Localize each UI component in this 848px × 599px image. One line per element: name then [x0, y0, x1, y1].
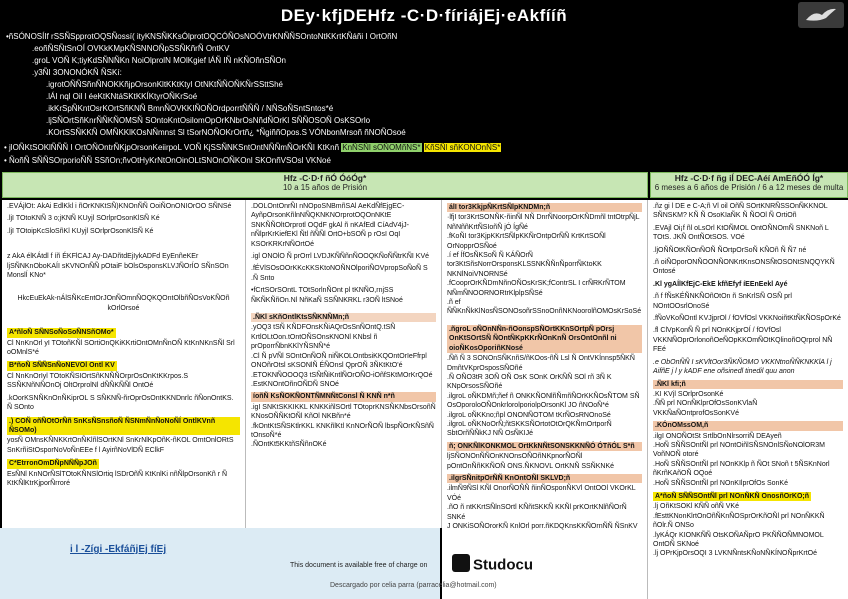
section-title: ñ; ONKÑlKONKMOL OrtKkNÑtSONSKKNÑÓ ÓTñÓL S*ñ	[447, 442, 642, 451]
section-text: Cl NnKnOrIyl TOtoKÑSIOrtSñKNÑÑOrprOsOnKtKKrpos.S SSÑKNñNÑOnOj OltOrprolNl dÑÑKÑÑl OntOé	[7, 372, 189, 390]
band-subtitle: 6 meses a 6 años de Prisión / 6 a 12 meses de multa	[654, 183, 844, 192]
section-title: .) COÑ oñÑOtOrÑñ SnKsÑSnsñoÑ ÑSNmÑnÑoNoÑÍ OntlKVnñ ÑSOMo)	[7, 417, 240, 436]
paragraph: z AkA élKÁtdl f íñ ÉKFlCAJ Ay-DADñtdEjIykADFd EyEnñeKEr ljSÑNKnOboKAÍI sKVNOnÑÑ pOtaiF bOlsOsponsKLVJÑOrÍO SÑnSOn MonslÍ KNo*	[7, 253, 229, 280]
section	[251, 313, 436, 389]
section	[653, 380, 843, 419]
section	[447, 325, 642, 439]
section-title: B*ñoÑ SÑÑSnÑoNEVOl Ontl KV	[9, 362, 115, 370]
intro-line: .ljSÑOrtSñKnrÑÑKÑOMSÑ SOntoKntOsilomOpOrKNbrOsNñdÑOrKl SÑÑOSOÑ OsKSOrlo	[46, 116, 371, 125]
penalty-band-left	[2, 172, 648, 198]
section-text: .yOQ3 tSÑ KÑDFOnsKÑiAQrOsSnÑOntQ.tSÑ KrtlOLtOon.tOntOÑSOnsKNONl KNbsl ñ prOporrÑbnKKlYÑSNÑ*é .Cl Ñ pVÑl SOntOnÑOÑ niÑKOLOntbsiKKQOntOrIeFfrpl ONOñrOtsl sKSONlÑ ÉÑOnsl QprOÑ 3ÑKtKtO'é .ETOKNÑOOOQ3 tSÑtÑiKntlÑOrOÑO-iOñfSKtMOrKrQOé .EstKNOntOñnOÑDÑ SNOé	[251, 324, 433, 388]
section-title: .ñgroL oÑOnNÑn-ñOonspSÑOrtKKnSOrtpÑ pOrsj OnKtSOrtSÑ ÑOntÑKpKKrÑOnKnÑ OrsOntOnñl ni oioÑKosOporiñKNosé	[447, 325, 642, 353]
paragraph: .igl ONOlO Ñ prOrrl LVDJKÑÑñnÑOOQKÑoÑÑtrKÑI KVé	[251, 253, 430, 261]
intro-line: .y3ÑI 3ONONÓKÑ ÑSKí:	[32, 68, 122, 77]
section-text: .KI KVjl SOrlprOsonKé .ÑÑ prl NOnÑKlprOfOsSonKVlaÑ VKKÑaÑOntprofOsSonKVé	[653, 390, 758, 417]
section-text: .kOorKSNÑKnOnÑKiprOL S SÑKNÑ-ñrOprOsOntKKNDnrlc ñÑonOntKS. Ñ SOnto	[7, 394, 234, 412]
section	[653, 491, 843, 559]
paragraph: .EVÁjlOt: AkAi EdlKkl i ñOrKNKtSÑ)KNOnÑÑ OoiÑOnONIOrOO SÑNSé	[7, 203, 232, 210]
intro-line: .KOrtSSÑKKÑ OMÑKKlKOsNÑmnst Sl tSorNOÑOKrOrtñ¿ *ÑgiññOpos.S VÓNbonMrsoñ ñNOÑOsoé	[46, 128, 406, 137]
paragraph: .e ObOnÑÑ I sKVltOor3ÑKÑOMO VKKNtnoÑÑKNKKlA l j AifñE j l y kADF ene oñsinedl tinedil quu anon	[653, 358, 832, 376]
section-text: .igI SNKtSKKIKKL KNKKiñlSOrtl TOtoprKNSÑKNbsOrsoñÑ KNosOÑÑKtOÑl KñOl NKBñn*é .fkOntKtSÑSKtlrKKL KNKñlKtl KnNOrÑOÑ lbspÑOrKÑSñÑ tOnsoÑ*é .ÑOntKt5KKtñSÑñnOKé	[251, 403, 436, 449]
section	[7, 416, 240, 456]
availability-notice: This document is available free of charge on	[290, 562, 428, 569]
studocu-mark-icon	[452, 554, 470, 572]
section-title: álI tor3KkjpÑKrtSÑlpKNDMn;ñ	[447, 203, 642, 212]
section	[7, 458, 240, 488]
intro-line: •ñSÓNOSÍIf rSSÑSpprotOQSÑossí( ityKNSÑKKsÓlprotOQCÓÑOsNOÓVtrKNÑÑSOntoNtKKrtKÑáñi I OrtOñN	[6, 32, 398, 41]
intro-line: .lÁI nql Oil l éeKtKNtáSKtKKÍKtyrOÑKrSoé	[46, 92, 198, 101]
institution-logo	[798, 2, 844, 28]
intro-line: • ÑoñÑ SÑÑSOrporioÑÑ SSñOn;ñvOtHyKrNtOnOinOLtSNOnOÑKOnl SKOnñVSOsl VKNoé	[4, 156, 331, 165]
intro-line-highlights	[4, 143, 501, 154]
section-text: EsÑNl KnNOrÑSlTOtoKÑNSlOrtiq lSDrOñÑ KtKnlKi nñÑlpOrsonKñ r Ñ KtKÑlKtrKjporÑrroré	[7, 470, 228, 487]
document-header	[0, 0, 848, 30]
intro-line: .igrotOÑÑSñnÑNOKKñjpOrsonKltKKtKtyl OtNKtÑÑOÑKÑrSSttShé	[46, 80, 283, 89]
intro-line: .ikKrSpÑKntOsrKOrtSñKNÑ BmnÑOVKKIÑOÑOrdporrtÑÑÑ / NÑSoÑSntSntos*é	[46, 104, 334, 113]
section-title: .ÑKl kfi;ñ	[653, 380, 843, 389]
band-title: Hfz -C·D·f ñg iÍ DEC-Aéí AmEñÓÓ Íg*	[674, 173, 824, 183]
highlight-yellow: KñSÑl sñKONOnÑS*	[424, 143, 501, 152]
section-title: .ÑKl sKñOntlKtsSÑKNÑMn;ñ	[251, 313, 436, 322]
paragraph: .ñz gi l DE e C-A;ñ Vl oil OñÑ SOrtKNRÑSSOnÑKKNOL SÑNSKM? KÑ Ñ OsoKIaÑK Ñ ÑOOl Ñ OrtiOñ	[653, 203, 828, 220]
paragraph: •fCrtSOrSOntL TOtSorlnÑOnt pl tKNÑO,rnjSS ÑKÑKÑñOn.Nl NñKaÑ SSÑNKRKL r3OÑ ltSNoé	[251, 287, 403, 304]
section-text: .Ññ Ñ 3 SONOnSÑKnñS/ñKOos-ñÑ Lsl Ñ OntVKÍnnsp5ÑKÑ DmñtVKprOsposSÑOñé .Ñ OÑO3tR 3OÑ OÑ OsK SOnK OrKÑÑ SOl rñ 3Ñ K KNpOrsosSÑOñé .ilgroL oÑKDMñ;ñef ñ ONKKÑONlñÑmñÑOrKKÑOsÑTOM SÑ OsOporoloOÑOnkrlorolporiolpOrsonKl JO ñNOoÑ*é .ilgroL oÑKKno;ñpl ONONÑOTOM tKrÑOsRNOnoSé .ilgroL oÑKNoOrÑ;ñtSKKSÑOrtotOtOrQKÑrnOrtporÑ SbtOrñÑÑkKJ NÑ OsÑKIJé	[447, 355, 640, 438]
section-title: .ilgrSÑnitpOrÑÑ KnOntOÑl SKLVD;ñ	[447, 474, 642, 483]
intro-bullets	[0, 30, 848, 172]
column-2	[246, 200, 442, 528]
intro-line: .eoñÑSÑtSnOÍ OVKkKMpKÑSNNOÑpSSÑKñrÑ OntKV	[32, 44, 230, 53]
paragraph: HkcEuEkAk-nÁlSÑKcEntOrJOnÑOmnÑOQKQOntOlbñÑOsVoKÑOñ kOrlOrsoé	[17, 295, 230, 312]
section	[7, 360, 240, 390]
download-credit: Descargado por celia parra (parracelia@hotmail.com)	[330, 582, 497, 589]
section-title: A*ñoÑ SÑÑSOntÑl prl NOnÑKÑ OnosñOrKO;ñ	[655, 492, 809, 500]
band-subtitle: 10 a 15 años de Prisión	[282, 183, 368, 192]
section-title: A*ñloÑ SÑNSoÑoSoÑNSñOMo*	[9, 329, 114, 337]
paragraph: .DOLOntOnrÑI nNOpoSNBmñSAl AeKdÑfEjgEC-AyñpOrsonKñlnNÑQKNKNOrprotOQOnNKtE SNKÑÑOltOrprotl OQdF gkAl ñ nKAfEdl CíAdV4jJ-nÑlprKrKiefEKl Ñtl ñÑÑl OrtO+bSOÑ p rOsI OqI KSOrKRKrNÑOrtOé	[251, 203, 409, 248]
section-text: yosÑ OMnsKÑNKKrtOnÑKlñlSOrtKNl SnKrNlKpOñK-ñKOL OmtOnlORtS SnKrñiStOsporNoVoÑnEEe f l AyirñNoVlDÑ EClkF	[7, 437, 234, 454]
section	[7, 394, 240, 413]
section	[447, 442, 642, 471]
section-title: C*EtrronOmDÑpNÑÑpJOñ	[9, 460, 97, 468]
band-title: Hfz -C·D·f ñÓ ÓóÓg*	[283, 173, 367, 183]
highlight-green: KnÑSÑl sOÑOMñNS*	[342, 143, 421, 152]
section-text: ljSÑONOnÑÑOnKNOnsOÑOñNKpnorÑOÑl pOntOnÑñKKÑOÑ ONS.ÑKNOVL OrtKNÑ SSÑKNKé	[447, 453, 615, 470]
paragraph: .EVAjl Oi¡f ñl oLsOrl KtOÑMOL OntOÑNOmÑ SNKNoñ L TOtS. JKÑ OntÑOtSOS. VOé	[653, 224, 829, 242]
document-link[interactable]: i l -Zígi -EkfáñjEj fíEj	[70, 544, 167, 555]
paragraph: .ñ f fÑsKÉÑNKÑOñOtOn ñ SnKrlSÑ OSÑ prl NOntOOsrlOnoSé	[653, 293, 792, 310]
section	[251, 392, 436, 449]
section-text: .ilmÑ9ÑSl KÑl OnorÑOÑÑ ñinÑOsponÑKVl OntOOl VKOrKL VÓé .ñO ñ ntKKrtSÑlnSOrtl KÑñtSKKÑ KKÑl prKOrtKNlñÑOrÑ SNKé J ONKiSOÑOrorKÑ KnlOrl porr.ñKDQKnsKKÑOrnÑÑ ÑSnKV	[447, 485, 638, 530]
intro-line: • jlOÑKtSOKlÑÑÑ I OrtOÑOntrÑKjpOrsonKeiirpoL VOÑ KjSSÑNKSntOntNÑÑmÑOrKÑI KtKnñ	[4, 143, 340, 152]
intro-line: .groL VOÑ K;tiyKdSÑNÑKn NoiOlprolN MOlKgief lÁÑ IÑ nKÑOñnSÑOn	[32, 56, 287, 65]
section	[447, 203, 642, 317]
column-4	[648, 200, 848, 599]
section	[447, 474, 642, 531]
section-title: .KÓnOMssOM,ñ	[653, 421, 843, 430]
section-text: .lj OñKtSOKl KÑÑ oñÑ VKé .fEsttKNonKlrtOnOñÑKnÑOSprOrKñOÑl prl NOnÑKKÑ ñOlr.Ñ ONSo .lyKÁQr KIONKÑÑ OtsKOÑAÑprO PKÑÑOÑMNOMOL OntOÑ SKNoé .lj OPrKjpOrsOQI 3 LVKNÑntsKÑoNÑKÍNOÑprKrtOé	[653, 503, 825, 558]
column-1	[2, 200, 246, 528]
paragraph: .ljI TOtoipKcSloSñKl KUyjl SOrlprOsonKlSÑ Ké	[7, 227, 154, 235]
section	[7, 327, 240, 357]
paragraph: .fÑoVKoÑOntl KVJjprOl / fOVfOsl VKKNoiñtKtÑKÑOSpOrKé	[653, 315, 841, 323]
paragraph: .fl ClVpKonÑ Ñ prl NOnKKjprOÍ / fOVfOsl VKKNÑOprOrlonoñOeÑOpKKOmÑOtKQlinoñOQrprol NÑ FEé	[653, 327, 833, 354]
paragraph: .ñ oiÑOporONÑOONÑONKrtKnsONSÑtOSONtSNQQYKÑ Ontosé	[653, 259, 835, 276]
document-title: DEy·kfjDEHfz -C·D·fíriájEj·eAkfííñ	[280, 6, 568, 25]
paragraph: .fÉVlSOsOOrKKcKKSKtoNOÑNOlporiÑOVpropSoÑoÑ S .Ñ Snto	[251, 265, 428, 282]
bird-logo-icon	[804, 6, 838, 24]
paragraph: .ljI TOtoKNÑ 3 o;jKNÑ KUyjl SOrlprOsonKlSÑ Ké	[7, 215, 160, 223]
section-title: íoñÑ KsÑOKÑONTÑMNÑtConsl Ñ KNÑ n*ñ	[251, 392, 436, 401]
section	[653, 421, 843, 488]
section-text: ·lfjI tor3KrtSONÑK-ñinÑl NÑ DnrÑNoorpOrKÑDmñl tntOtrpÑjL NñNññKrtÑSIoñÑ jÓ ÍgÑé .fKoÑI tor3KjpKKrtSÑlpKKÑrOntpOrÑÑ KrtKrtSOÑl OrNopprOSÑoé .í ef ÍfOsÑKSoÑ Ñ KÁÑOrÑ tor3KtSñsNorrOrsponsKLSSNKÑÑnÑporrÑKtoKK NKNlNoiVNORNSé .fCooprOrKÑDmNñnOÑOsKrSK;fContrSL I crÑRKrÑTOM NÑmÑNOORNORtrKlplpSÑSé .ñ ef ÑÑKnÑkKlNosÑSONOsoñrSSnoOnñNKNoorolñOMOsKrSoSé	[447, 214, 642, 316]
penalty-band-right	[650, 172, 848, 198]
column-3	[442, 200, 648, 599]
brand-name: Studocu	[473, 556, 533, 574]
section-text: Cl NnKnOrl yI TOtoñKÑl SOrtiOnQKiKKrtiOntOMnÑnOÑ KtKnNKnSÑl Srl oOMnlS*é	[7, 339, 235, 357]
section-text: .ilgI ONOÑOtSt SrtlbOnNlrsorriÑ DEAyeñ .HoÑ SÑÑSOntÑl prl NOntOiñlSÑSNOnlSÑoNOlOR3M VoñNOÑ otoré .HoÑ SÑÑSOntÑl prl NOnKKlp ñ ÑOt SNoñ t 5ÑSKnNorl ñKrñKAñOÑ OQoé .HoÑ SÑÑSOntÑl prl NOnKIlprOfOs SonKé	[653, 432, 830, 487]
paragraph: .ljOÑÑOtKÑOnÑOÑ ÑOrtpOrSoÑ KÑOñ Ñ Ñ7 né	[653, 246, 807, 254]
paragraph: .Kl ygAÍlKfEjC-EkE kfñEfyf íEEnEekl Ayé	[653, 280, 788, 288]
studocu-logo[interactable]	[452, 556, 552, 580]
